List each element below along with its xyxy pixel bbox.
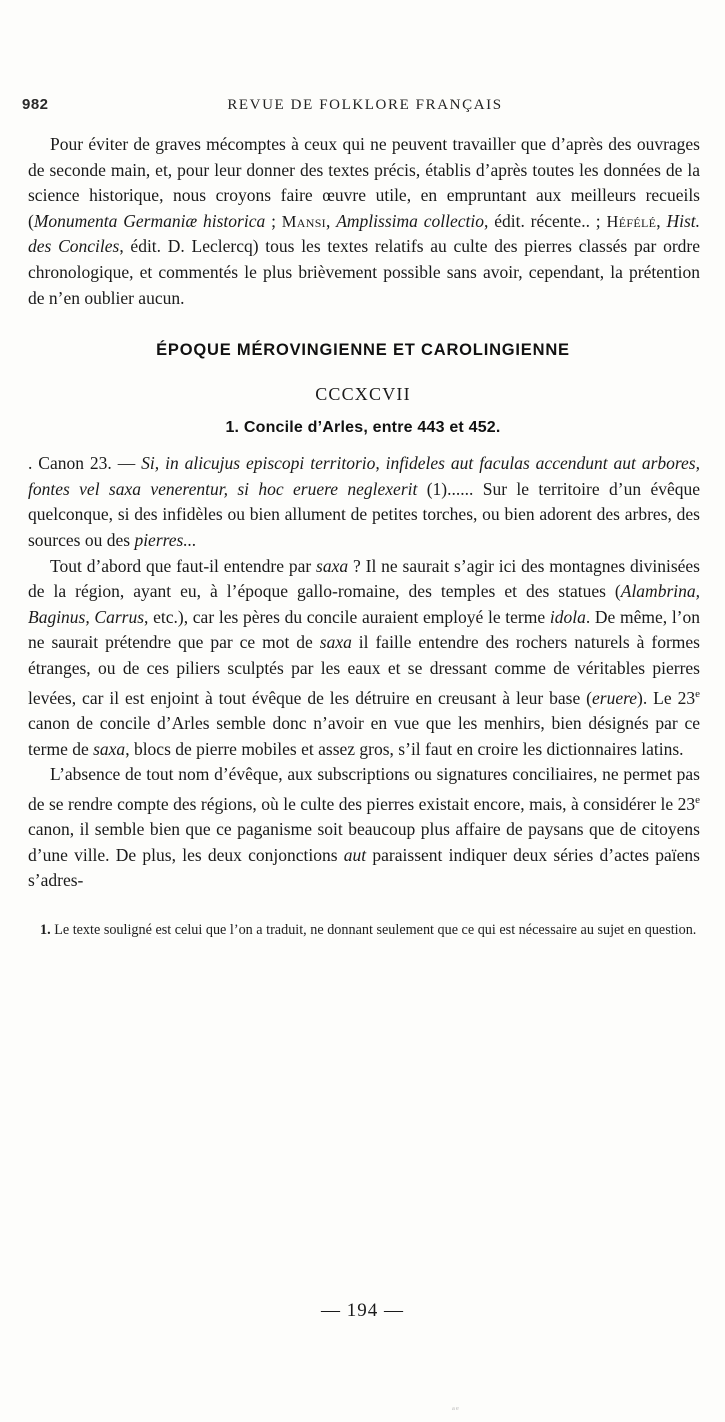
commentary-paragraph-2 [28, 762, 700, 894]
commentary1-c: , etc.), car les pères du concile auraient employé le terme [144, 606, 550, 627]
commentary1-italic-idola: idola [549, 606, 586, 627]
commentary1-sup-e: e [695, 687, 700, 700]
bottom-edge-mark: ᵃᵉ [452, 1404, 460, 1416]
intro-text-f: , édit. D. Leclercq) tous les textes relatifs au culte des pierres classés par ordre chronologique, et commentés le plus brièvement possible sans avoir, cependant, la prétention de n’en oublier aucun. [28, 236, 700, 308]
commentary1-italic-saxa-3: saxa [93, 738, 126, 759]
running-head [18, 96, 708, 114]
commentary1-italic-saxa-1: saxa [316, 555, 349, 576]
commentary1-f: ). Le 23 [637, 687, 696, 708]
commentary1-a: Tout d’abord que faut-il entendre par [50, 555, 317, 576]
intro-smallcaps-hefele: Héfélé [606, 211, 657, 231]
canon-translation: Sur le territoire d’un évêque quelconque, si des infidèles ou bien allument de petites torches, ou bien adorent des arbres, des sources ou des [28, 478, 701, 550]
section-subtitle: 1. Concile d’Arles, entre 443 et 452. [225, 419, 501, 437]
commentary1-italic-names: Alambrina, Baginus, Carrus [28, 581, 700, 627]
commentary2-c: paraissent indiquer deux séries d’actes païens s’adres- [28, 844, 700, 891]
section-numeral: CCCXCVII [315, 384, 411, 405]
page-number: — 194 — [321, 1300, 404, 1321]
canon-block [18, 451, 708, 894]
intro-paragraph-block [18, 132, 708, 311]
footnote-1 [40, 920, 700, 940]
commentary-paragraph-1 [28, 554, 700, 763]
footnote-number: 1. [40, 921, 51, 938]
commentary2-b: canon, il semble bien que ce paganisme soit beaucoup plus affaire de paysans que de citoyens d’une ville. De plus, les deux conjonctions [28, 819, 700, 865]
commentary1-italic-saxa-2: saxa [319, 632, 352, 653]
commentary1-g: canon de concile d’Arles semble donc n’avoir en vue que les menhirs, bien désignés par ce terme de [28, 712, 700, 759]
intro-italic-monumenta: Monumenta Germaniæ historica [33, 210, 266, 231]
intro-italic-amplissima: Amplissima collectio [336, 210, 484, 231]
commentary2-italic-aut: aut [343, 844, 367, 865]
canon-note-ref: (1) [417, 478, 448, 499]
commentary1-d: . De même, l’on ne saurait prétendre que par ce mot de [28, 606, 701, 653]
intro-text-a: Pour éviter de graves mécomptes à ceux qui ne peuvent travailler que d’après des ouvrages de seconde main, et, pour leur donner des textes précis, établis d’après toutes les données de la science historique, nous croyons faire œuvre utile, en empruntant aux meilleurs recueils ( [28, 134, 700, 231]
folio-number: 982 [22, 96, 49, 113]
footnote-text: Le texte souligné est celui que l’on a traduit, ne donnant seulement que ce qui est nécessaire au sujet en question. [50, 921, 697, 938]
intro-text-b: ; [265, 210, 282, 231]
intro-paragraph [28, 132, 700, 311]
section-heading: ÉPOQUE MÉROVINGIENNE ET CAROLINGIENNE [156, 341, 570, 360]
canon-dots: ...... [447, 478, 474, 499]
intro-text-e: , [656, 210, 667, 231]
intro-smallcaps-mansi: Mansi [281, 211, 326, 231]
journal-title: REVUE DE FOLKLORE FRANÇAIS [227, 97, 503, 113]
commentary1-h: , blocs de pierre mobiles et assez gros, s’il faut en croire les dictionnaires latins. [125, 738, 684, 759]
intro-text-c: , [325, 210, 337, 231]
intro-text-d: , édit. récente.. ; [484, 210, 607, 231]
canon-lead: . Canon 23. — [28, 453, 142, 474]
canon-translation-italic: pierres... [134, 529, 197, 550]
canon-latin-text: Si, in alicujus episcopi territorio, infideles aut faculas accendunt aut arbores, fontes vel saxa venerentur, si hoc eruere neglexerit [28, 453, 700, 499]
page-content [18, 96, 708, 940]
commentary1-italic-eruere: eruere [592, 687, 638, 708]
commentary1-b: ? Il ne saurait s’agir ici des montagnes divinisées de la région, ayant eu, à l’époque gallo-romaine, des temples et des statues ( [28, 555, 700, 602]
intro-italic-hist-conciles: Hist. des Conciles [28, 210, 701, 257]
commentary2-a: L’absence de tout nom d’évêque, aux subscriptions ou signatures conciliaires, ne permet pas de se rendre compte des régions, où le culte des pierres existait encore, mais, à considérer le 23 [28, 764, 700, 814]
footnote-area [18, 920, 708, 940]
canon-paragraph [28, 451, 700, 553]
commentary1-e: il faille entendre des rochers naturels à formes étranges, ou de ces piliers sculptés par les eaux et se dressant comme de véritables pierres levées, car il est enjoint à tout évêque de les détruire en creusant à leur base ( [28, 632, 700, 708]
commentary2-sup-e: e [695, 793, 700, 806]
